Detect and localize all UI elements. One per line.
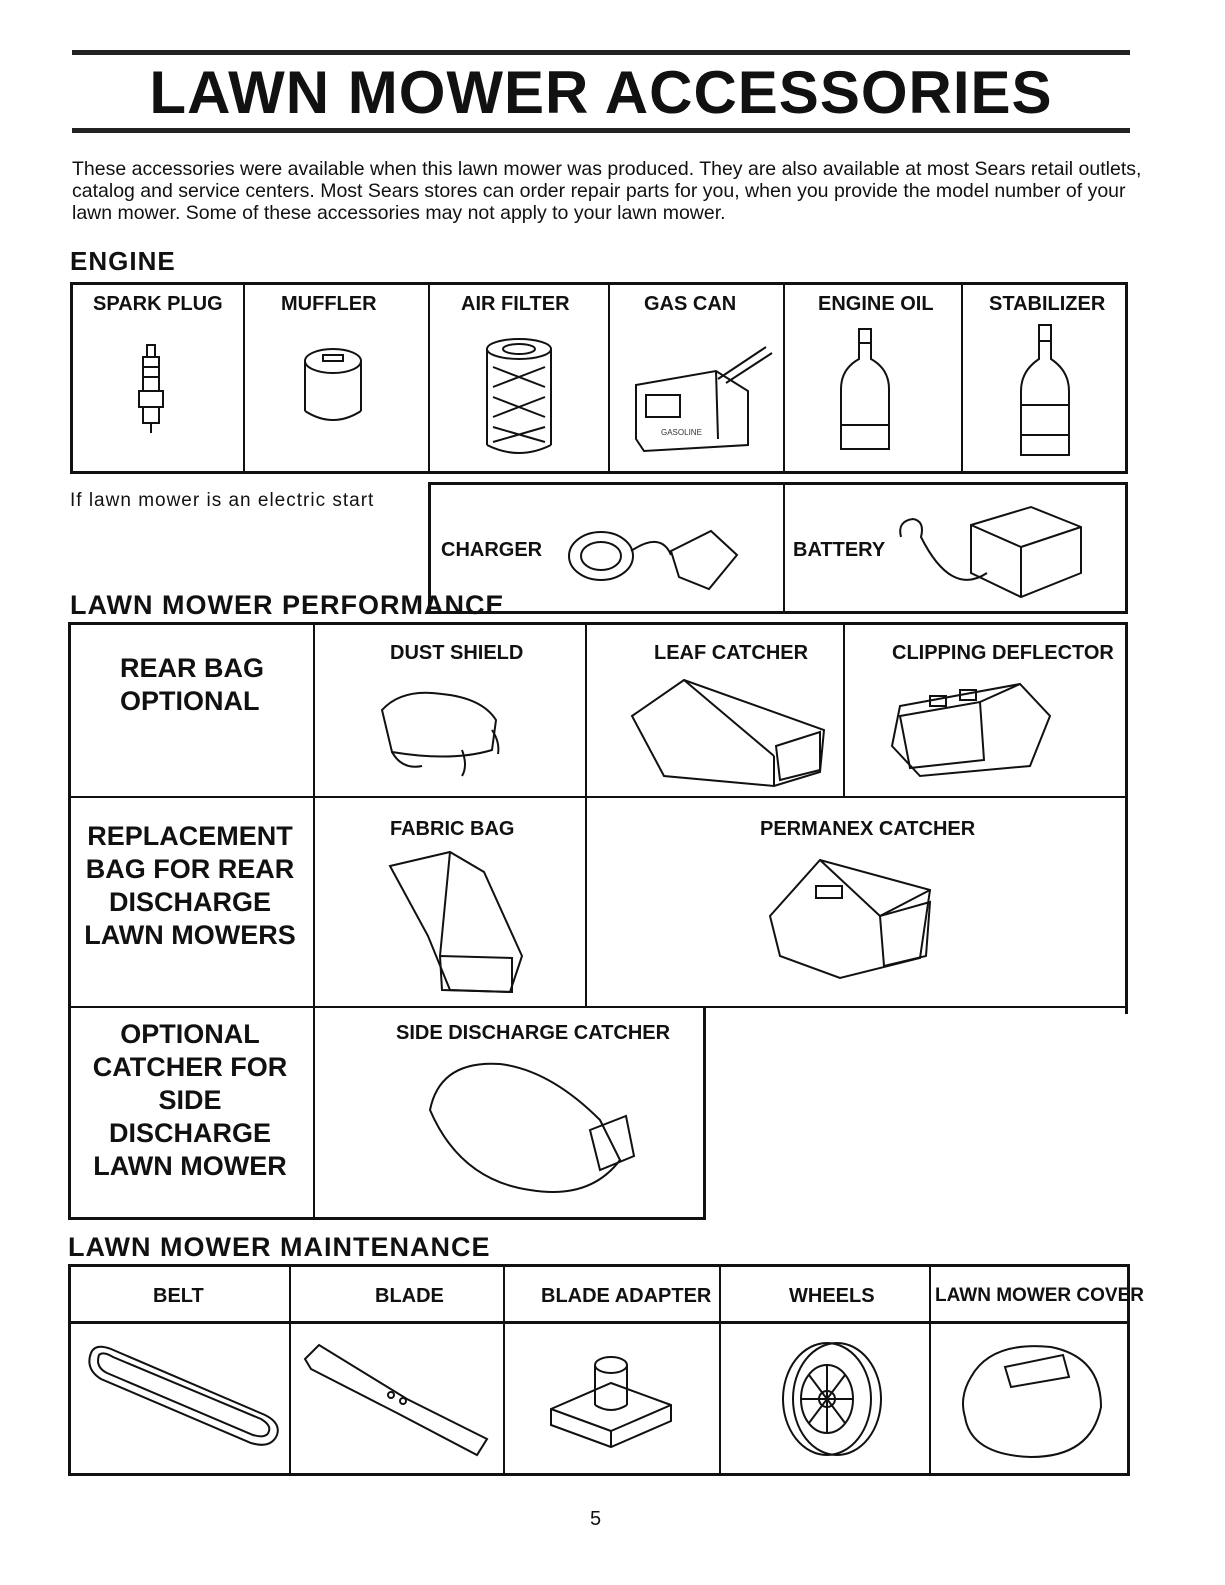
page-number: 5 bbox=[590, 1508, 602, 1530]
replacement-line-1: REPLACEMENT bbox=[87, 821, 293, 851]
engine-item-stabilizer: STABILIZER bbox=[989, 293, 1106, 315]
rear-bag-label bbox=[90, 652, 280, 718]
battery-label: BATTERY bbox=[793, 539, 886, 561]
engine-item-gas-can: GAS CAN bbox=[644, 293, 737, 315]
perf-divider bbox=[68, 1006, 1128, 1008]
battery-icon bbox=[891, 501, 1091, 601]
lawn-mower-cover-label: LAWN MOWER COVER bbox=[935, 1285, 1144, 1306]
dust-shield-icon bbox=[372, 680, 512, 780]
air-filter-icon bbox=[483, 337, 555, 457]
rear-bag-line-2: OPTIONAL bbox=[120, 686, 260, 716]
engine-table bbox=[70, 282, 1128, 474]
gas-can-icon bbox=[626, 335, 776, 455]
engine-item-air-filter: AIR FILTER bbox=[461, 293, 570, 315]
replacement-line-2: BAG FOR REAR bbox=[85, 854, 295, 884]
page-title: LAWN MOWER ACCESSORIES bbox=[149, 59, 1053, 126]
engine-item-muffler: MUFFLER bbox=[281, 293, 377, 315]
engine-heading: ENGINE bbox=[70, 246, 176, 276]
perf-divider bbox=[585, 622, 587, 1008]
replacement-line-3: DISCHARGE bbox=[108, 887, 271, 917]
engine-oil-icon bbox=[835, 329, 895, 459]
leaf-catcher-label: LEAF CATCHER bbox=[654, 642, 809, 664]
perf-divider bbox=[68, 1217, 706, 1220]
optional-catcher-line-4: LAWN MOWER bbox=[93, 1151, 287, 1181]
side-discharge-catcher-label: SIDE DISCHARGE CATCHER bbox=[396, 1022, 671, 1044]
leaf-catcher-icon bbox=[624, 676, 834, 796]
spark-plug-icon bbox=[133, 345, 173, 435]
fabric-bag-label: FABRIC BAG bbox=[390, 818, 515, 840]
optional-catcher-line-2: CATCHER FOR bbox=[92, 1052, 288, 1082]
maintenance-table bbox=[68, 1264, 1144, 1476]
electric-start-table bbox=[428, 482, 1128, 614]
optional-catcher-line-3: SIDE DISCHARGE bbox=[108, 1085, 271, 1148]
perf-divider bbox=[68, 1006, 71, 1220]
blade-label: BLADE bbox=[375, 1285, 444, 1307]
perf-divider bbox=[703, 1006, 706, 1220]
optional-catcher-line-1: OPTIONAL bbox=[120, 1019, 260, 1049]
electric-start-note: If lawn mower is an electric start bbox=[70, 490, 375, 511]
charger-label: CHARGER bbox=[441, 539, 543, 561]
permanex-catcher-icon bbox=[760, 846, 940, 986]
belt-label: BELT bbox=[153, 1285, 204, 1307]
maintenance-heading: LAWN MOWER MAINTENANCE bbox=[68, 1232, 491, 1262]
rear-bag-line-1: REAR BAG bbox=[120, 653, 265, 683]
performance-heading: LAWN MOWER PERFORMANCE bbox=[70, 590, 505, 620]
dust-shield-label: DUST SHIELD bbox=[390, 642, 524, 664]
muffler-icon bbox=[301, 347, 365, 427]
optional-catcher-label bbox=[80, 1018, 300, 1183]
blade-icon bbox=[297, 1339, 497, 1459]
replacement-line-4: LAWN MOWERS bbox=[84, 920, 296, 950]
perf-divider bbox=[313, 622, 315, 1220]
perf-divider bbox=[843, 622, 845, 798]
side-discharge-catcher-icon bbox=[420, 1050, 640, 1200]
replacement-bag-label bbox=[80, 820, 300, 952]
perf-divider bbox=[68, 796, 1128, 798]
wheels-label: WHEELS bbox=[789, 1285, 875, 1307]
clipping-deflector-icon bbox=[880, 676, 1060, 786]
blade-adapter-label: BLADE ADAPTER bbox=[541, 1285, 712, 1307]
lawn-mower-cover-icon bbox=[951, 1337, 1111, 1467]
fabric-bag-icon bbox=[380, 846, 530, 996]
belt-icon bbox=[81, 1339, 281, 1449]
engine-item-engine-oil: ENGINE OIL bbox=[818, 293, 934, 315]
wheels-icon bbox=[771, 1337, 901, 1467]
gas-can-label: GASOLINE bbox=[661, 428, 702, 437]
top-rule bbox=[72, 50, 1130, 55]
permanex-catcher-label: PERMANEX CATCHER bbox=[760, 818, 976, 840]
charger-icon bbox=[561, 511, 751, 601]
blade-adapter-icon bbox=[541, 1349, 681, 1449]
engine-item-spark-plug: SPARK PLUG bbox=[93, 293, 223, 315]
title-underline bbox=[72, 128, 1130, 133]
stabilizer-icon bbox=[1013, 325, 1077, 465]
clipping-deflector-label: CLIPPING DEFLECTOR bbox=[892, 642, 1114, 664]
intro-paragraph: These accessories were available when this lawn mower was produced. They are also available at most Sears retail outlets, catalog and service centers. Most Sears stores can order repair parts for you, when you provide the model number of your lawn mower. Some of these accessories may not apply to your lawn mower. bbox=[72, 158, 1142, 224]
